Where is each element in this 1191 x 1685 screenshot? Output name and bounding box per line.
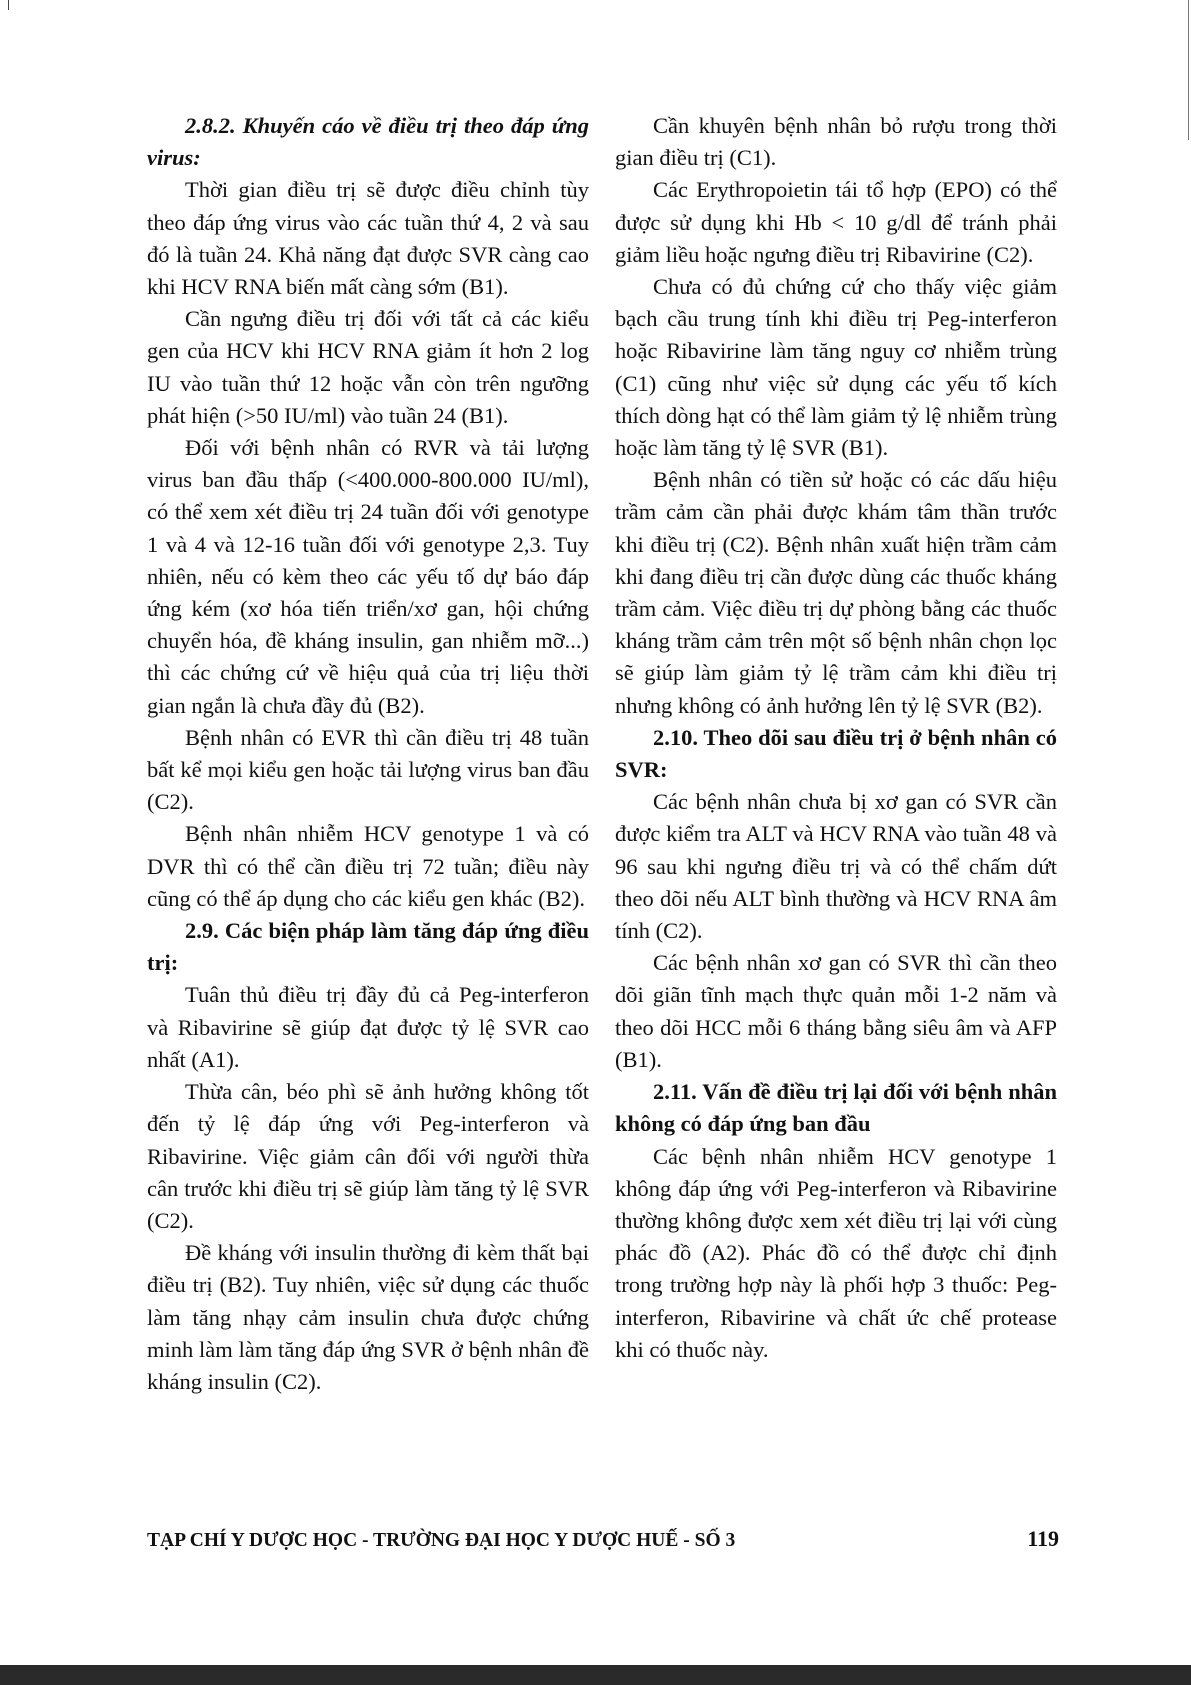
- paragraph: Đề kháng với insulin thường đi kèm thất bại điều trị (B2). Tuy nhiên, việc sử dụng các thuốc làm tăng nhạy cảm insulin chưa được chứng minh làm làm tăng đáp ứng SVR ở bệnh nhân đề kháng insulin (C2).: [147, 1240, 589, 1394]
- paragraph: Bệnh nhân có EVR thì cần điều trị 48 tuần bất kể mọi kiểu gen hoặc tải lượng virus ban đầu (C2).: [147, 724, 589, 815]
- journal-title: TẠP CHÍ Y DƯỢC HỌC - TRƯỜNG ĐẠI HỌC Y DƯỢC HUẾ - SỐ 3: [147, 1530, 736, 1551]
- scan-edge-mark-right: [1188, 0, 1189, 140]
- page-number: 119: [1027, 1526, 1059, 1551]
- paragraph: Cần ngưng điều trị đối với tất cả các kiểu gen của HCV khi HCV RNA giảm ít hơn 2 log IU vào tuần thứ 12 hoặc vẫn còn trên ngưỡng phát hiện (>50 IU/ml) vào tuần 24 (B1).: [147, 306, 589, 428]
- paragraph: Bệnh nhân nhiễm HCV genotype 1 và có DVR thì có thể cần điều trị 72 tuần; điều này cũng có thể áp dụng cho các kiểu gen khác (B2).: [147, 821, 589, 911]
- paragraph: Bệnh nhân có tiền sử hoặc có các dấu hiệu trầm cảm cần phải được khám tâm thần trước khi điều trị (C2). Bệnh nhân xuất hiện trầm cảm khi đang điều trị cần được dùng các thuốc kháng trầm cảm. Việc điều trị dự phòng bằng các thuốc kháng trầm cảm trên một số bệnh nhân chọn lọc sẽ giúp làm giảm tỷ lệ trầm cảm khi điều trị nhưng không có ảnh hưởng lên tỷ lệ SVR (B2).: [615, 467, 1057, 718]
- paragraph: Các bệnh nhân xơ gan có SVR thì cần theo dõi giãn tĩnh mạch thực quản mỗi 1-2 năm và theo dõi HCC mỗi 6 tháng bằng siêu âm và AFP (B1).: [615, 950, 1057, 1072]
- paragraph: Các bệnh nhân chưa bị xơ gan có SVR cần được kiểm tra ALT và HCV RNA vào tuần 48 và 96 sau khi ngưng điều trị và có thể chấm dứt theo dõi nếu ALT bình thường và HCV RNA âm tính (C2).: [615, 789, 1057, 944]
- paragraph: Đối với bệnh nhân có RVR và tải lượng virus ban đầu thấp (<400.000-800.000 IU/ml), có thể xem xét điều trị 24 tuần đối với genotype 1 và 4 và 12-16 tuần đối với genotype 2,3. Tuy nhiên, nếu có kèm theo các yếu tố dự báo đáp ứng kém (xơ hóa tiến triển/xơ gan, hội chứng chuyển hóa, đề kháng insulin, gan nhiễm mỡ...) thì các chứng cứ về hiệu quả của trị liệu thời gian ngắn là chưa đầy đủ (B2).: [147, 435, 589, 718]
- paragraph: Thừa cân, béo phì sẽ ảnh hưởng không tốt đến tỷ lệ đáp ứng với Peg-interferon và Ribavirine. Việc giảm cân đối với người thừa cân trước khi điều trị sẽ giúp làm tăng tỷ lệ SVR (C2).: [147, 1079, 589, 1233]
- paragraph: Cần khuyên bệnh nhân bỏ rượu trong thời gian điều trị (C1).: [615, 113, 1057, 171]
- paragraph: Các Erythropoietin tái tổ hợp (EPO) có thể được sử dụng khi Hb < 10 g/dl để tránh phải giảm liều hoặc ngưng điều trị Ribavirine (C2).: [615, 177, 1057, 267]
- page-footer: [147, 1526, 1059, 1552]
- section-heading: 2.11. Vấn đề điều trị lại đối với bệnh nhân không có đáp ứng ban đầu: [615, 1079, 1057, 1137]
- section-heading: 2.10. Theo dõi sau điều trị ở bệnh nhân có SVR:: [615, 724, 1057, 783]
- paragraph: Chưa có đủ chứng cứ cho thấy việc giảm bạch cầu trung tính khi điều trị Peg-interferon hoặc Ribavirine làm tăng nguy cơ nhiễm trùng (C1) cũng như việc sử dụng các yếu tố kích thích dòng hạt có thể làm giảm tỷ lệ nhiễm trùng hoặc làm tăng tỷ lệ SVR (B1).: [615, 274, 1057, 461]
- paragraph: Thời gian điều trị sẽ được điều chỉnh tùy theo đáp ứng virus vào các tuần thứ 4, 2 và sau đó là tuần 24. Khả năng đạt được SVR càng cao khi HCV RNA biến mất càng sớm (B1).: [147, 177, 589, 300]
- section-heading: 2.8.2. Khuyến cáo về điều trị theo đáp ứng virus:: [147, 113, 589, 171]
- scan-bottom-border: [0, 1665, 1191, 1685]
- section-heading: 2.9. Các biện pháp làm tăng đáp ứng điều trị:: [147, 918, 589, 976]
- paragraph: Các bệnh nhân nhiễm HCV genotype 1 không đáp ứng với Peg-interferon và Ribavirine thường không được xem xét điều trị lại với cùng phác đồ (A2). Phác đồ có thể được chỉ định trong trường hợp này là phối hợp 3 thuốc: Peg-interferon, Ribavirine và chất ức chế protease khi có thuốc này.: [615, 1143, 1057, 1362]
- paragraph: Tuân thủ điều trị đầy đủ cả Peg-interferon và Ribavirine sẽ giúp đạt được tỷ lệ SVR cao nhất (A1).: [147, 982, 589, 1072]
- left-column: [147, 110, 589, 1398]
- right-column: [615, 110, 1057, 1366]
- scan-edge-mark-left: [8, 0, 9, 10]
